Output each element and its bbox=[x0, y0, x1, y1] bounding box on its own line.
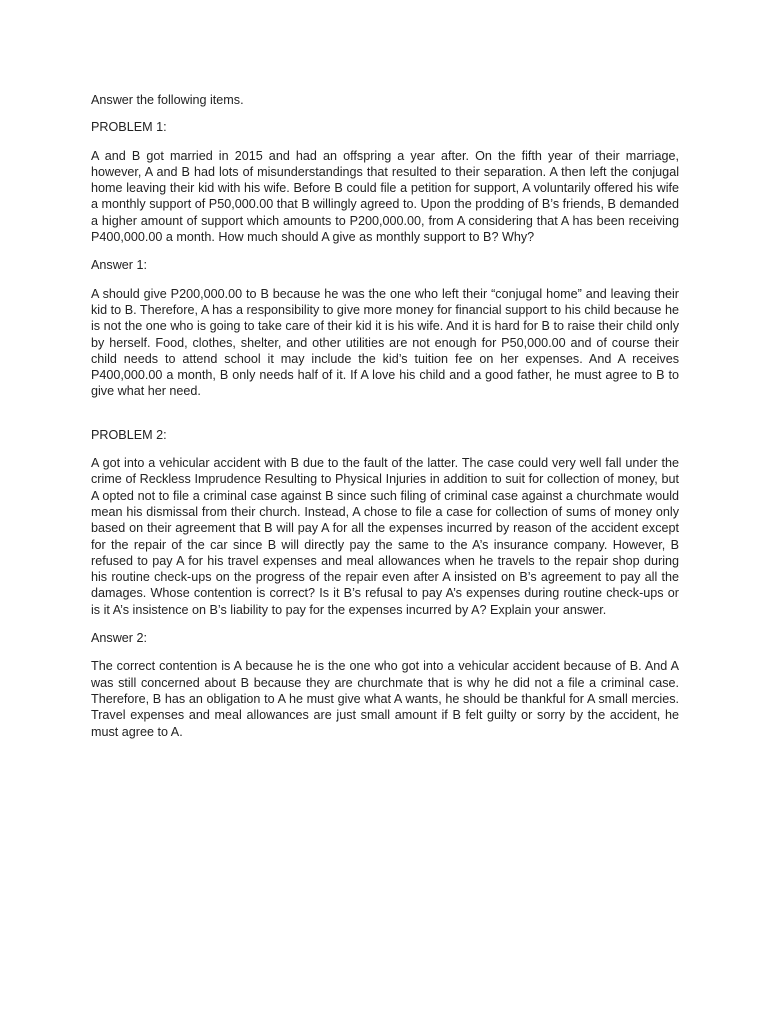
answer-2-heading: Answer 2: bbox=[91, 631, 147, 646]
problem-1-text: A and B got married in 2015 and had an offspring a year after. On the fifth year of their marriage, however, A and B had lots of misunderstandings that resulted to their separation. A then left the conjugal home leaving their kid with his wife. Before B could file a petition for support, A voluntarily offered his wife a monthly support of P50,000.00 that B willingly agreed to. Upon the prodding of B’s friends, B demanded a higher amount of support which amounts to P200,000.00, from A considering that A has been receiving P400,000.00 a month. How much should A give as monthly support to B? Why? bbox=[91, 148, 679, 245]
problem-1-heading: PROBLEM 1: bbox=[91, 120, 167, 135]
document-body bbox=[91, 92, 679, 740]
answer-1-text: A should give P200,000.00 to B because he was the one who left their “conjugal home” and leaving their kid to B. Therefore, A has a responsibility to give more money for financial support to his child because he is not the one who is going to take care of their kid it is his wife. And it is hard for B to raise their child only by herself. Food, clothes, shelter, and other utilities are not enough for P50,000.00 and of course their child needs to attend school it may include the kid’s tuition fee on her expenses. And A receives P400,000.00 a month, B only needs half of it. If A love his child and a good father, he must agree to B to give what her need. bbox=[91, 286, 679, 399]
problem-2-text: A got into a vehicular accident with B due to the fault of the latter. The case could very well fall under the crime of Reckless Imprudence Resulting to Physical Injuries in addition to suit for collection of money, but A opted not to file a criminal case against B since such filing of criminal case against a churchmate would mean his dismissal from their church. Instead, A chose to file a case for collection of sums of money only based on their agreement that B will pay A for all the expenses incurred by reason of the accident except for the repair of the car since B will directly pay the same to the A’s insurance company. However, B refused to pay A for his travel expenses and meal allowances when he travels to the repair shop during his routine check-ups on the progress of the repair even after A insisted on B’s agreement to pay all the damages. Whose contention is correct? Is it B’s refusal to pay A’s expenses during routine check-ups or is it A’s insistence on B’s liability to pay for the expenses incurred by A? Explain your answer. bbox=[91, 456, 679, 617]
problem-2-heading: PROBLEM 2: bbox=[91, 427, 167, 442]
instructions-text: Answer the following items. bbox=[91, 93, 244, 107]
answer-1-heading: Answer 1: bbox=[91, 258, 147, 273]
answer-2-text: The correct contention is A because he is the one who got into a vehicular accident because of B. And A was still concerned about B because they are churchmate that is why he did not a file a criminal case. Therefore, B has an obligation to A he must give what A wants, he should be thankful for A small mercies. Travel expenses and meal allowances are just small amount if B felt guilty or sorry by the accident, he must agree to A. bbox=[91, 659, 679, 739]
